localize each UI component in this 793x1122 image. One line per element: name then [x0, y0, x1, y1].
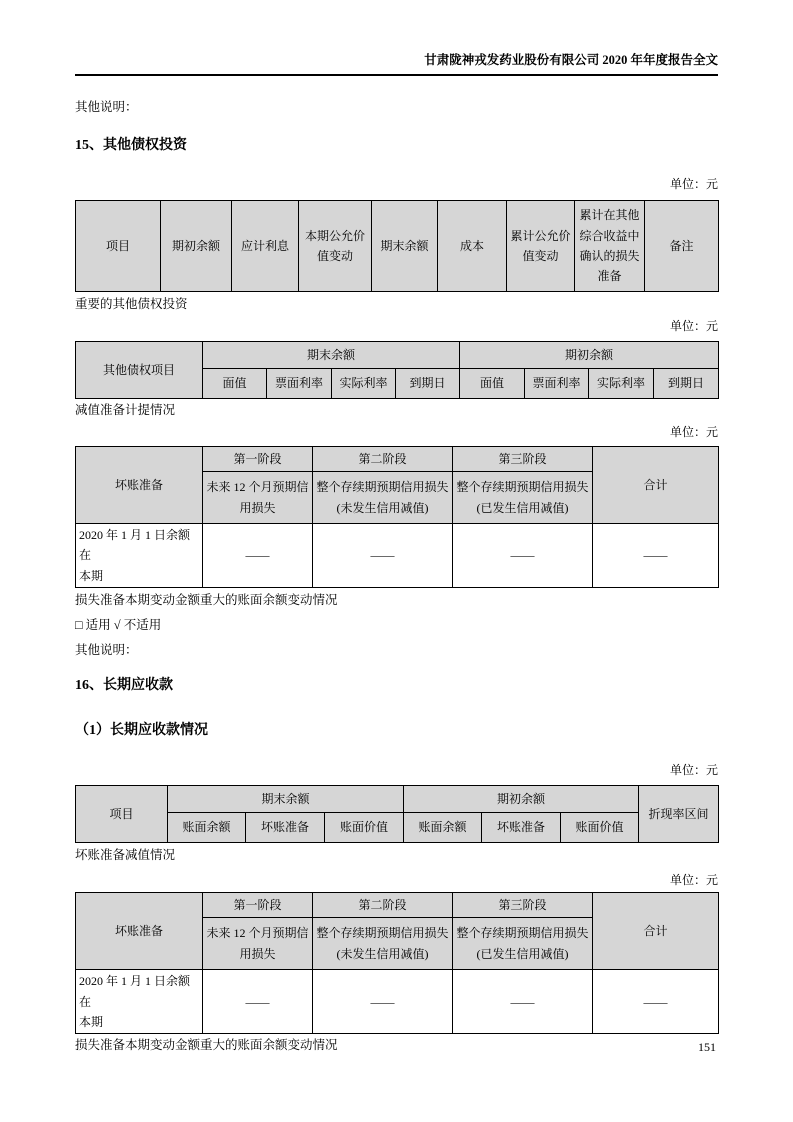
stage3-desc [453, 918, 593, 970]
group-cell-closing-balance: 期末余额 [168, 786, 404, 813]
bad-debt-stage-table-2 [75, 892, 719, 1034]
value-cell-dash: —— [203, 970, 313, 1034]
stage3-header: 第三阶段 [453, 447, 593, 472]
header-cell-closing-balance: 期末余额 [372, 201, 438, 292]
stage2-desc [313, 472, 453, 524]
loss-change-label-1: 损失准备本期变动金额重大的账面余额变动情况 [75, 593, 338, 608]
bad-debt-impairment-label: 坏账准备减值情况 [75, 848, 176, 863]
row-label-line2: 本期 [79, 1014, 104, 1029]
header-rule [75, 74, 718, 76]
other-debt-investment-table [75, 200, 719, 292]
subcol-bad-debt-provision: 坏账准备 [246, 813, 325, 843]
group-cell-opening-balance: 期初余额 [460, 342, 719, 369]
important-other-debt-label: 重要的其他债权投资 [75, 297, 188, 311]
subcol-book-value: 账面价值 [325, 813, 404, 843]
group-cell-opening-balance: 期初余额 [404, 786, 639, 813]
stage2-header: 第二阶段 [313, 447, 453, 472]
stage3-header: 第三阶段 [453, 893, 593, 918]
other-notes-label-1: 其他说明： [75, 100, 138, 114]
header-cell-remark: 备注 [645, 201, 719, 292]
row-label-opening-balance [76, 524, 203, 588]
value-cell-dash: —— [593, 524, 719, 588]
value-cell-dash: —— [313, 970, 453, 1034]
stage1-desc: 未来 12 个月预期信用损失 [203, 472, 313, 524]
subcol-coupon-rate: 票面利率 [267, 369, 332, 399]
stage3-desc-line2: (已发生信用减值) [476, 946, 569, 961]
group-cell-closing-balance: 期末余额 [203, 342, 460, 369]
header-cell-cum-fv-change: 累计公允价值变动 [507, 201, 575, 292]
value-cell-dash: —— [203, 524, 313, 588]
header-cell-cost: 成本 [438, 201, 507, 292]
stage2-desc [313, 918, 453, 970]
row-label-line2: 本期 [79, 568, 104, 583]
stage2-desc-line2: (未发生信用减值) [336, 500, 429, 515]
bad-debt-stage-table-1 [75, 446, 719, 588]
unit-label-3: 单位：元 [669, 425, 718, 439]
corner-cell-bad-debt-provision: 坏账准备 [76, 447, 203, 524]
section-15-title: 15、其他债权投资 [75, 138, 187, 153]
total-header: 合计 [593, 447, 719, 524]
subcol-effective-rate: 实际利率 [589, 369, 654, 399]
stage1-header: 第一阶段 [203, 447, 313, 472]
header-cell-cum-oci-loss: 累计在其他综合收益中确认的损失准备 [575, 201, 645, 292]
unit-label-1: 单位：元 [669, 177, 718, 191]
total-header: 合计 [593, 893, 719, 970]
header-cell-accrued-interest: 应计利息 [232, 201, 299, 292]
unit-label-2: 单位：元 [669, 319, 718, 333]
other-debt-items-table [75, 341, 719, 399]
stage3-desc-line1: 整个存续期预期信用损失 [456, 480, 589, 495]
value-cell-dash: —— [453, 970, 593, 1034]
stage2-desc-line1: 整个存续期预期信用损失 [316, 480, 449, 495]
report-title: 甘肃陇神戎发药业股份有限公司 2020 年年度报告全文 [424, 53, 718, 67]
stage2-desc-line2: (未发生信用减值) [336, 946, 429, 961]
subcol-effective-rate: 实际利率 [332, 369, 396, 399]
header-cell-fv-change: 本期公允价值变动 [299, 201, 372, 292]
value-cell-dash: —— [593, 970, 719, 1034]
stage1-header: 第一阶段 [203, 893, 313, 918]
value-cell-dash: —— [313, 524, 453, 588]
stage3-desc-line2: (已发生信用减值) [476, 500, 569, 515]
stage3-desc-line1: 整个存续期预期信用损失 [456, 926, 589, 941]
page-number: 151 [698, 1040, 716, 1054]
row-label-line1: 2020 年 1 月 1 日余额在 [79, 528, 191, 563]
subcol-bad-debt-provision: 坏账准备 [482, 813, 561, 843]
impairment-provision-label: 减值准备计提情况 [75, 403, 176, 417]
row-label-line1: 2020 年 1 月 1 日余额在 [79, 974, 191, 1009]
long-term-receivables-table [75, 785, 719, 843]
subcol-coupon-rate: 票面利率 [525, 369, 589, 399]
subcol-book-balance: 账面余额 [168, 813, 246, 843]
header-cell-opening-balance: 期初余额 [161, 201, 232, 292]
stage1-desc: 未来 12 个月预期信用损失 [203, 918, 313, 970]
value-cell-dash: —— [453, 524, 593, 588]
stage2-header: 第二阶段 [313, 893, 453, 918]
unit-label-4: 单位：元 [669, 763, 718, 778]
subcol-maturity-date: 到期日 [654, 369, 719, 399]
header-cell-item: 项目 [76, 201, 161, 292]
subcol-face-value: 面值 [203, 369, 267, 399]
row-label-opening-balance [76, 970, 203, 1034]
discount-rate-range-header: 折现率区间 [639, 786, 719, 843]
subcol-maturity-date: 到期日 [396, 369, 460, 399]
section-16-sub1-title: （1）长期应收款情况 [75, 723, 208, 739]
corner-cell-item: 项目 [76, 786, 168, 843]
subcol-book-value: 账面价值 [561, 813, 639, 843]
section-16-title: 16、长期应收款 [75, 678, 173, 694]
applicable-checkbox-line: □ 适用 √ 不适用 [75, 618, 162, 633]
loss-change-label-2: 损失准备本期变动金额重大的账面余额变动情况 [75, 1038, 338, 1053]
corner-cell-bad-debt-provision: 坏账准备 [76, 893, 203, 970]
subcol-book-balance: 账面余额 [404, 813, 482, 843]
stage3-desc [453, 472, 593, 524]
corner-cell-other-debt-item: 其他债权项目 [76, 342, 203, 399]
stage2-desc-line1: 整个存续期预期信用损失 [316, 926, 449, 941]
other-notes-label-2: 其他说明： [75, 643, 138, 658]
subcol-face-value: 面值 [460, 369, 525, 399]
unit-label-5: 单位：元 [669, 873, 718, 888]
